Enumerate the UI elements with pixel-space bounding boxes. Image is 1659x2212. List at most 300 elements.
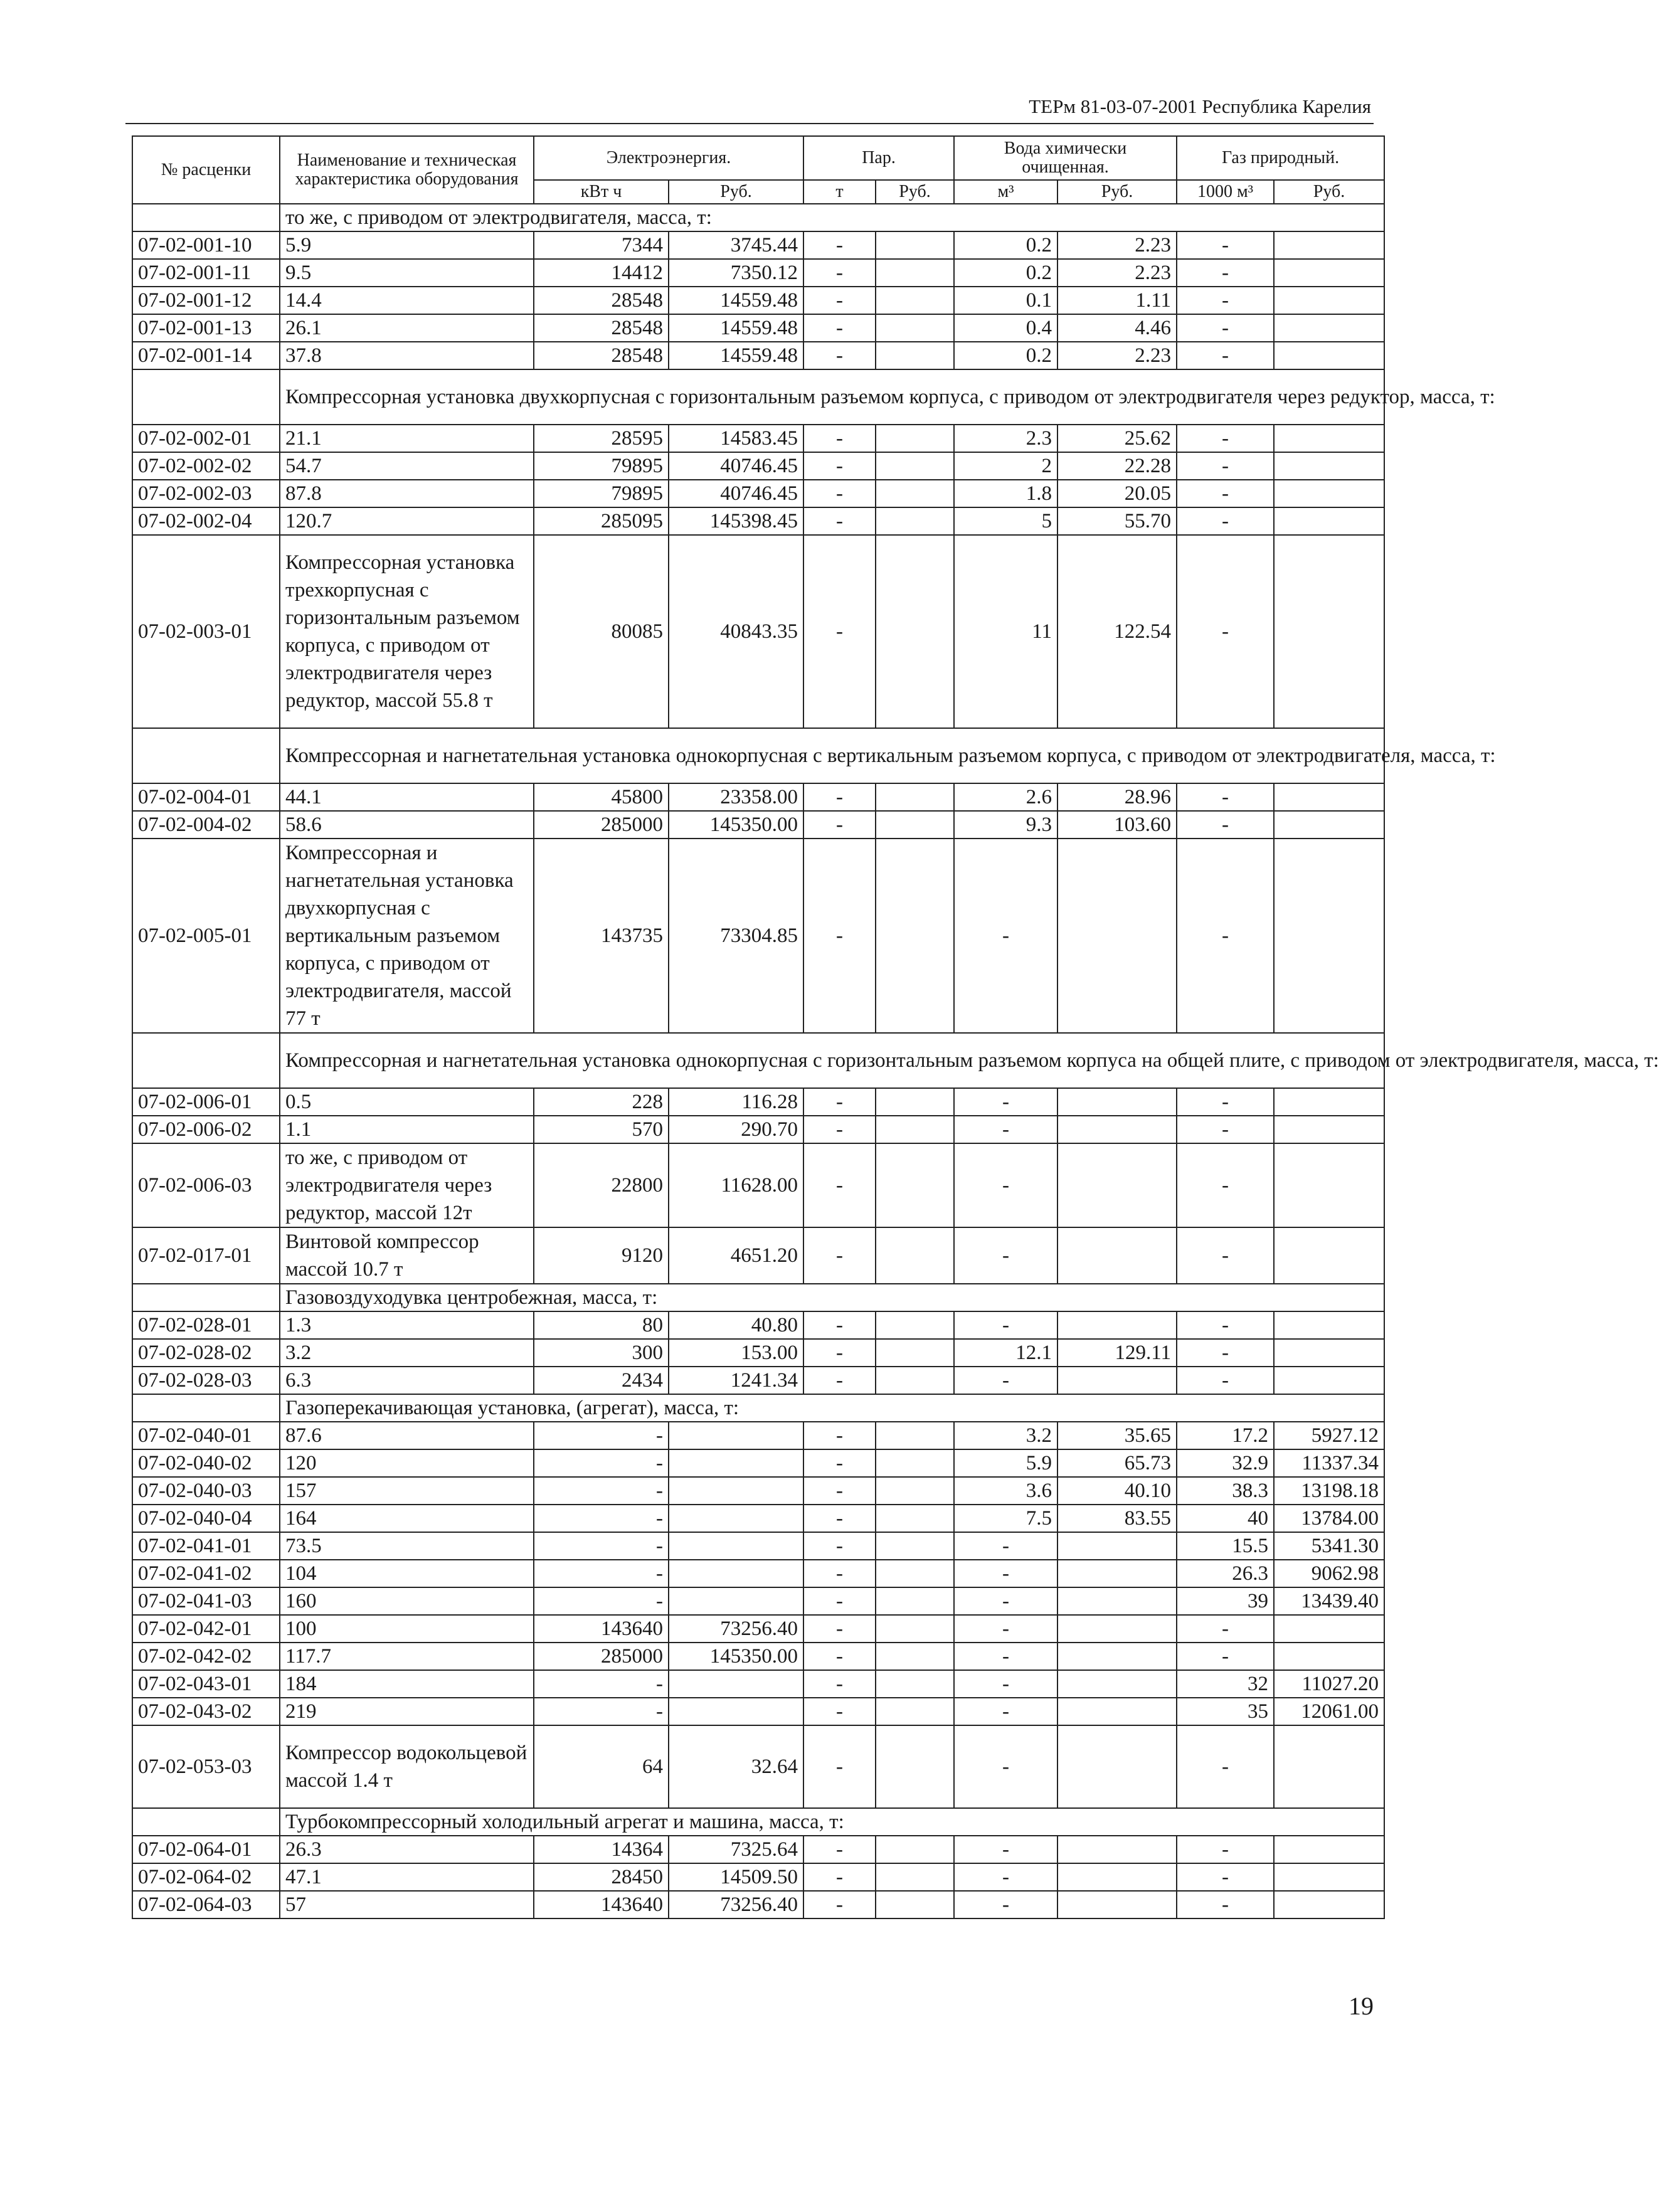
steam-rub-cell	[876, 1698, 954, 1725]
table-row	[132, 480, 1384, 507]
water-rub-cell: 40.10	[1057, 1477, 1177, 1505]
electricity-rub-cell: 73256.40	[669, 1615, 803, 1643]
gas-cell: 40	[1177, 1505, 1274, 1532]
document-header	[125, 93, 1374, 124]
water-m3-cell: 3.2	[954, 1422, 1057, 1449]
header-gas-rub: Руб.	[1274, 180, 1384, 204]
table-header	[132, 136, 1384, 204]
electricity-rub-cell: 73304.85	[669, 839, 803, 1033]
water-m3-cell: -	[954, 1725, 1057, 1808]
water-m3-cell: 2.3	[954, 425, 1057, 452]
water-rub-cell: 2.23	[1057, 231, 1177, 259]
water-m3-cell: 0.1	[954, 287, 1057, 314]
rates-table	[132, 135, 1659, 1919]
water-rub-cell	[1057, 1891, 1177, 1918]
water-m3-cell: -	[954, 839, 1057, 1033]
electricity-rub-cell: 3745.44	[669, 231, 803, 259]
name-cell: 14.4	[280, 287, 534, 314]
water-m3-cell: 7.5	[954, 1505, 1057, 1532]
water-m3-cell: 12.1	[954, 1339, 1057, 1367]
header-m3: м³	[954, 180, 1057, 204]
kwh-cell: -	[534, 1505, 669, 1532]
steam-rub-cell	[876, 1116, 954, 1143]
kwh-cell: 80085	[534, 535, 669, 728]
water-rub-cell	[1057, 1367, 1177, 1394]
steam-rub-cell	[876, 535, 954, 728]
steam-t-cell: -	[803, 1143, 876, 1227]
steam-rub-cell	[876, 231, 954, 259]
gas-rub-cell: 11027.20	[1274, 1670, 1384, 1698]
water-rub-cell: 122.54	[1057, 535, 1177, 728]
gas-cell: 26.3	[1177, 1560, 1274, 1587]
gas-cell: 32.9	[1177, 1449, 1274, 1477]
code-cell: 07-02-004-02	[132, 811, 280, 839]
steam-t-cell: -	[803, 1615, 876, 1643]
gas-rub-cell	[1274, 1311, 1384, 1339]
table-row	[132, 342, 1384, 369]
code-cell: 07-02-001-14	[132, 342, 280, 369]
kwh-cell: -	[534, 1422, 669, 1449]
gas-cell: -	[1177, 1891, 1274, 1918]
steam-rub-cell	[876, 1449, 954, 1477]
kwh-cell: 7344	[534, 231, 669, 259]
name-cell: 21.1	[280, 425, 534, 452]
electricity-rub-cell: 116.28	[669, 1088, 803, 1116]
code-cell: 07-02-041-03	[132, 1587, 280, 1615]
electricity-rub-cell: 7350.12	[669, 259, 803, 287]
water-rub-cell: 4.46	[1057, 314, 1177, 342]
table-row	[132, 1836, 1384, 1863]
code-cell: 07-02-040-02	[132, 1449, 280, 1477]
gas-cell: -	[1177, 287, 1274, 314]
gas-cell: -	[1177, 231, 1274, 259]
header-t: т	[803, 180, 876, 204]
electricity-rub-cell: 14509.50	[669, 1863, 803, 1891]
steam-rub-cell	[876, 1227, 954, 1284]
steam-rub-cell	[876, 1891, 954, 1918]
table-row	[132, 1587, 1384, 1615]
kwh-cell: 143640	[534, 1891, 669, 1918]
gas-rub-cell	[1274, 507, 1384, 535]
gas-rub-cell	[1274, 839, 1384, 1033]
name-cell: то же, с приводом от электродвигателя через редуктор, массой 12т	[280, 1143, 534, 1227]
gas-cell: -	[1177, 314, 1274, 342]
gas-rub-cell	[1274, 259, 1384, 287]
group-empty-cell	[132, 728, 280, 783]
header-water: Вода химически очищенная.	[954, 136, 1177, 180]
water-rub-cell: 25.62	[1057, 425, 1177, 452]
steam-rub-cell	[876, 1643, 954, 1670]
gas-rub-cell: 13439.40	[1274, 1587, 1384, 1615]
steam-t-cell: -	[803, 1339, 876, 1367]
group-row	[132, 728, 1384, 783]
water-m3-cell: 1.8	[954, 480, 1057, 507]
electricity-rub-cell	[669, 1698, 803, 1725]
steam-t-cell: -	[803, 811, 876, 839]
steam-t-cell: -	[803, 480, 876, 507]
name-cell: 1.1	[280, 1116, 534, 1143]
group-empty-cell	[132, 204, 280, 231]
gas-rub-cell	[1274, 231, 1384, 259]
gas-cell: -	[1177, 783, 1274, 811]
name-cell: 1.3	[280, 1311, 534, 1339]
code-cell: 07-02-064-01	[132, 1836, 280, 1863]
code-cell: 07-02-002-02	[132, 452, 280, 480]
kwh-cell: 80	[534, 1311, 669, 1339]
code-cell: 07-02-042-01	[132, 1615, 280, 1643]
table-row	[132, 1615, 1384, 1643]
gas-cell: -	[1177, 1143, 1274, 1227]
group-empty-cell	[132, 369, 280, 425]
electricity-rub-cell	[669, 1449, 803, 1477]
steam-rub-cell	[876, 1863, 954, 1891]
water-m3-cell: -	[954, 1891, 1057, 1918]
code-cell: 07-02-002-04	[132, 507, 280, 535]
table-row	[132, 1643, 1384, 1670]
gas-rub-cell: 11337.34	[1274, 1449, 1384, 1477]
group-empty-cell	[132, 1808, 280, 1836]
gas-cell: -	[1177, 1116, 1274, 1143]
gas-cell: 39	[1177, 1587, 1274, 1615]
gas-rub-cell	[1274, 535, 1384, 728]
code-cell: 07-02-001-13	[132, 314, 280, 342]
code-cell: 07-02-028-02	[132, 1339, 280, 1367]
gas-cell: -	[1177, 535, 1274, 728]
water-m3-cell: 2	[954, 452, 1057, 480]
group-title: Газовоздуходувка центробежная, масса, т:	[280, 1284, 1384, 1311]
electricity-rub-cell: 14559.48	[669, 342, 803, 369]
header-name: Наименование и техническая характеристика оборудования	[280, 136, 534, 204]
steam-rub-cell	[876, 1532, 954, 1560]
name-cell: 57	[280, 1891, 534, 1918]
table-row	[132, 507, 1384, 535]
kwh-cell: 45800	[534, 783, 669, 811]
gas-cell: -	[1177, 1339, 1274, 1367]
name-cell: 6.3	[280, 1367, 534, 1394]
steam-rub-cell	[876, 1615, 954, 1643]
table-row	[132, 1670, 1384, 1698]
steam-t-cell: -	[803, 1422, 876, 1449]
kwh-cell: 28450	[534, 1863, 669, 1891]
kwh-cell: 22800	[534, 1143, 669, 1227]
name-cell: 37.8	[280, 342, 534, 369]
steam-t-cell: -	[803, 425, 876, 452]
table-row	[132, 1725, 1384, 1808]
water-m3-cell: 11	[954, 535, 1057, 728]
table-row	[132, 1891, 1384, 1918]
gas-rub-cell	[1274, 811, 1384, 839]
electricity-rub-cell: 145398.45	[669, 507, 803, 535]
code-cell: 07-02-040-01	[132, 1422, 280, 1449]
gas-cell: -	[1177, 1227, 1274, 1284]
steam-rub-cell	[876, 1587, 954, 1615]
code-cell: 07-02-041-01	[132, 1532, 280, 1560]
kwh-cell: 28548	[534, 314, 669, 342]
steam-t-cell: -	[803, 1836, 876, 1863]
code-cell: 07-02-004-01	[132, 783, 280, 811]
gas-rub-cell: 5927.12	[1274, 1422, 1384, 1449]
code-cell: 07-02-043-01	[132, 1670, 280, 1698]
kwh-cell: 28595	[534, 425, 669, 452]
steam-rub-cell	[876, 1311, 954, 1339]
header-steam: Пар.	[803, 136, 954, 180]
table-row	[132, 425, 1384, 452]
steam-t-cell: -	[803, 1725, 876, 1808]
steam-t-cell: -	[803, 1560, 876, 1587]
electricity-rub-cell	[669, 1422, 803, 1449]
gas-cell: -	[1177, 259, 1274, 287]
water-m3-cell: 2.6	[954, 783, 1057, 811]
water-m3-cell: -	[954, 1587, 1057, 1615]
name-cell: 164	[280, 1505, 534, 1532]
electricity-rub-cell: 73256.40	[669, 1891, 803, 1918]
water-rub-cell: 22.28	[1057, 452, 1177, 480]
steam-rub-cell	[876, 1143, 954, 1227]
header-gas: Газ природный.	[1177, 136, 1384, 180]
steam-t-cell: -	[803, 342, 876, 369]
electricity-rub-cell: 32.64	[669, 1725, 803, 1808]
electricity-rub-cell: 40.80	[669, 1311, 803, 1339]
group-row	[132, 204, 1384, 231]
name-cell: 219	[280, 1698, 534, 1725]
name-cell: 157	[280, 1477, 534, 1505]
steam-t-cell: -	[803, 1116, 876, 1143]
gas-rub-cell	[1274, 1615, 1384, 1643]
water-rub-cell	[1057, 1615, 1177, 1643]
gas-rub-cell	[1274, 1725, 1384, 1808]
water-rub-cell: 103.60	[1057, 811, 1177, 839]
code-cell: 07-02-064-03	[132, 1891, 280, 1918]
electricity-rub-cell: 40746.45	[669, 452, 803, 480]
steam-rub-cell	[876, 425, 954, 452]
steam-rub-cell	[876, 452, 954, 480]
header-m3-1000: 1000 м³	[1177, 180, 1274, 204]
steam-t-cell: -	[803, 1863, 876, 1891]
table-row	[132, 1863, 1384, 1891]
gas-cell: -	[1177, 425, 1274, 452]
water-m3-cell: -	[954, 1116, 1057, 1143]
code-cell: 07-02-005-01	[132, 839, 280, 1033]
gas-cell: 32	[1177, 1670, 1274, 1698]
water-rub-cell	[1057, 1311, 1177, 1339]
water-m3-cell: -	[954, 1367, 1057, 1394]
gas-rub-cell	[1274, 1863, 1384, 1891]
kwh-cell: 9120	[534, 1227, 669, 1284]
name-cell: 120.7	[280, 507, 534, 535]
name-cell: 87.6	[280, 1422, 534, 1449]
code-cell: 07-02-001-12	[132, 287, 280, 314]
steam-t-cell: -	[803, 1477, 876, 1505]
gas-rub-cell: 12061.00	[1274, 1698, 1384, 1725]
steam-t-cell: -	[803, 259, 876, 287]
header-text: ТЕРм 81-03-07-2001 Республика Карелия	[1029, 95, 1371, 117]
water-m3-cell: -	[954, 1143, 1057, 1227]
name-cell: Винтовой компрессор массой 10.7 т	[280, 1227, 534, 1284]
gas-cell: -	[1177, 507, 1274, 535]
gas-rub-cell	[1274, 1836, 1384, 1863]
electricity-rub-cell: 40746.45	[669, 480, 803, 507]
gas-rub-cell	[1274, 1643, 1384, 1670]
water-rub-cell	[1057, 1863, 1177, 1891]
code-cell: 07-02-028-03	[132, 1367, 280, 1394]
steam-rub-cell	[876, 1560, 954, 1587]
gas-rub-cell: 13198.18	[1274, 1477, 1384, 1505]
steam-t-cell: -	[803, 287, 876, 314]
table-row	[132, 839, 1384, 1033]
gas-rub-cell	[1274, 425, 1384, 452]
water-m3-cell: 0.2	[954, 342, 1057, 369]
gas-cell: 38.3	[1177, 1477, 1274, 1505]
code-cell: 07-02-006-01	[132, 1088, 280, 1116]
table-row	[132, 231, 1384, 259]
water-rub-cell	[1057, 1643, 1177, 1670]
code-cell: 07-02-043-02	[132, 1698, 280, 1725]
electricity-rub-cell: 14559.48	[669, 287, 803, 314]
group-empty-cell	[132, 1394, 280, 1422]
steam-rub-cell	[876, 1505, 954, 1532]
steam-rub-cell	[876, 1836, 954, 1863]
electricity-rub-cell	[669, 1505, 803, 1532]
water-m3-cell: -	[954, 1615, 1057, 1643]
kwh-cell: 28548	[534, 342, 669, 369]
electricity-rub-cell	[669, 1670, 803, 1698]
steam-t-cell: -	[803, 1311, 876, 1339]
gas-cell: -	[1177, 1725, 1274, 1808]
table-row	[132, 1311, 1384, 1339]
steam-t-cell: -	[803, 314, 876, 342]
group-title: то же, с приводом от электродвигателя, масса, т:	[280, 204, 1384, 231]
page-number: 19	[1349, 1992, 1374, 2020]
steam-rub-cell	[876, 1339, 954, 1367]
code-cell: 07-02-002-01	[132, 425, 280, 452]
group-title: Компрессорная и нагнетательная установка однокорпусная с горизонтальным разъемом корпуса на общей плите, с приводом от электродвигателя, масса, т:	[280, 1033, 1384, 1088]
gas-cell: -	[1177, 1836, 1274, 1863]
group-row	[132, 369, 1384, 425]
table-row	[132, 259, 1384, 287]
steam-t-cell: -	[803, 1505, 876, 1532]
code-cell: 07-02-006-03	[132, 1143, 280, 1227]
water-rub-cell: 28.96	[1057, 783, 1177, 811]
water-m3-cell: 5.9	[954, 1449, 1057, 1477]
code-cell: 07-02-053-03	[132, 1725, 280, 1808]
gas-rub-cell	[1274, 314, 1384, 342]
steam-rub-cell	[876, 287, 954, 314]
gas-cell: -	[1177, 1615, 1274, 1643]
code-cell: 07-02-002-03	[132, 480, 280, 507]
header-water-rub: Руб.	[1057, 180, 1177, 204]
code-cell: 07-02-028-01	[132, 1311, 280, 1339]
name-cell: 100	[280, 1615, 534, 1643]
name-cell: Компрессорная и нагнетательная установка двухкорпусная с вертикальным разъемом корпуса, с приводом от электродвигателя, массой 77 т	[280, 839, 534, 1033]
water-rub-cell: 2.23	[1057, 259, 1177, 287]
name-cell: Компрессор водокольцевой массой 1.4 т	[280, 1725, 534, 1808]
water-rub-cell: 1.11	[1057, 287, 1177, 314]
name-cell: 5.9	[280, 231, 534, 259]
kwh-cell: -	[534, 1449, 669, 1477]
kwh-cell: 300	[534, 1339, 669, 1367]
steam-rub-cell	[876, 1422, 954, 1449]
water-m3-cell: -	[954, 1532, 1057, 1560]
steam-t-cell: -	[803, 535, 876, 728]
kwh-cell: 79895	[534, 480, 669, 507]
gas-cell: -	[1177, 452, 1274, 480]
table-body	[132, 204, 1659, 1918]
name-cell: 0.5	[280, 1088, 534, 1116]
kwh-cell: -	[534, 1477, 669, 1505]
name-cell: 120	[280, 1449, 534, 1477]
kwh-cell: 2434	[534, 1367, 669, 1394]
gas-cell: -	[1177, 811, 1274, 839]
code-cell: 07-02-006-02	[132, 1116, 280, 1143]
water-rub-cell: 55.70	[1057, 507, 1177, 535]
code-cell: 07-02-003-01	[132, 535, 280, 728]
name-cell: 104	[280, 1560, 534, 1587]
water-rub-cell	[1057, 1587, 1177, 1615]
gas-cell: -	[1177, 480, 1274, 507]
water-rub-cell: 65.73	[1057, 1449, 1177, 1477]
water-m3-cell: -	[954, 1311, 1057, 1339]
gas-rub-cell	[1274, 452, 1384, 480]
group-empty-cell	[132, 1284, 280, 1311]
kwh-cell: 14364	[534, 1836, 669, 1863]
table-row	[132, 1422, 1384, 1449]
kwh-cell: 285095	[534, 507, 669, 535]
name-cell: 117.7	[280, 1643, 534, 1670]
electricity-rub-cell: 14559.48	[669, 314, 803, 342]
code-cell: 07-02-017-01	[132, 1227, 280, 1284]
steam-rub-cell	[876, 1088, 954, 1116]
water-rub-cell	[1057, 1670, 1177, 1698]
gas-cell: 15.5	[1177, 1532, 1274, 1560]
steam-t-cell: -	[803, 1449, 876, 1477]
steam-rub-cell	[876, 1670, 954, 1698]
gas-rub-cell	[1274, 1088, 1384, 1116]
kwh-cell: -	[534, 1698, 669, 1725]
steam-t-cell: -	[803, 1088, 876, 1116]
water-m3-cell: -	[954, 1643, 1057, 1670]
group-empty-cell	[132, 1033, 280, 1088]
water-m3-cell: -	[954, 1227, 1057, 1284]
water-rub-cell	[1057, 1560, 1177, 1587]
table-row	[132, 314, 1384, 342]
steam-t-cell: -	[803, 452, 876, 480]
code-cell: 07-02-001-10	[132, 231, 280, 259]
header-code: № расценки	[132, 136, 280, 204]
water-rub-cell: 20.05	[1057, 480, 1177, 507]
steam-rub-cell	[876, 811, 954, 839]
code-cell: 07-02-040-03	[132, 1477, 280, 1505]
steam-rub-cell	[876, 507, 954, 535]
header-kwh: кВт ч	[534, 180, 669, 204]
table-row	[132, 1116, 1384, 1143]
kwh-cell: 143640	[534, 1615, 669, 1643]
water-rub-cell	[1057, 1088, 1177, 1116]
gas-cell: -	[1177, 1863, 1274, 1891]
steam-rub-cell	[876, 1725, 954, 1808]
steam-rub-cell	[876, 1367, 954, 1394]
water-m3-cell: -	[954, 1863, 1057, 1891]
kwh-cell: 228	[534, 1088, 669, 1116]
kwh-cell: 64	[534, 1725, 669, 1808]
water-rub-cell	[1057, 1725, 1177, 1808]
gas-rub-cell	[1274, 342, 1384, 369]
kwh-cell: 14412	[534, 259, 669, 287]
table-row	[132, 1367, 1384, 1394]
electricity-rub-cell: 23358.00	[669, 783, 803, 811]
electricity-rub-cell	[669, 1532, 803, 1560]
steam-rub-cell	[876, 839, 954, 1033]
steam-t-cell: -	[803, 1670, 876, 1698]
